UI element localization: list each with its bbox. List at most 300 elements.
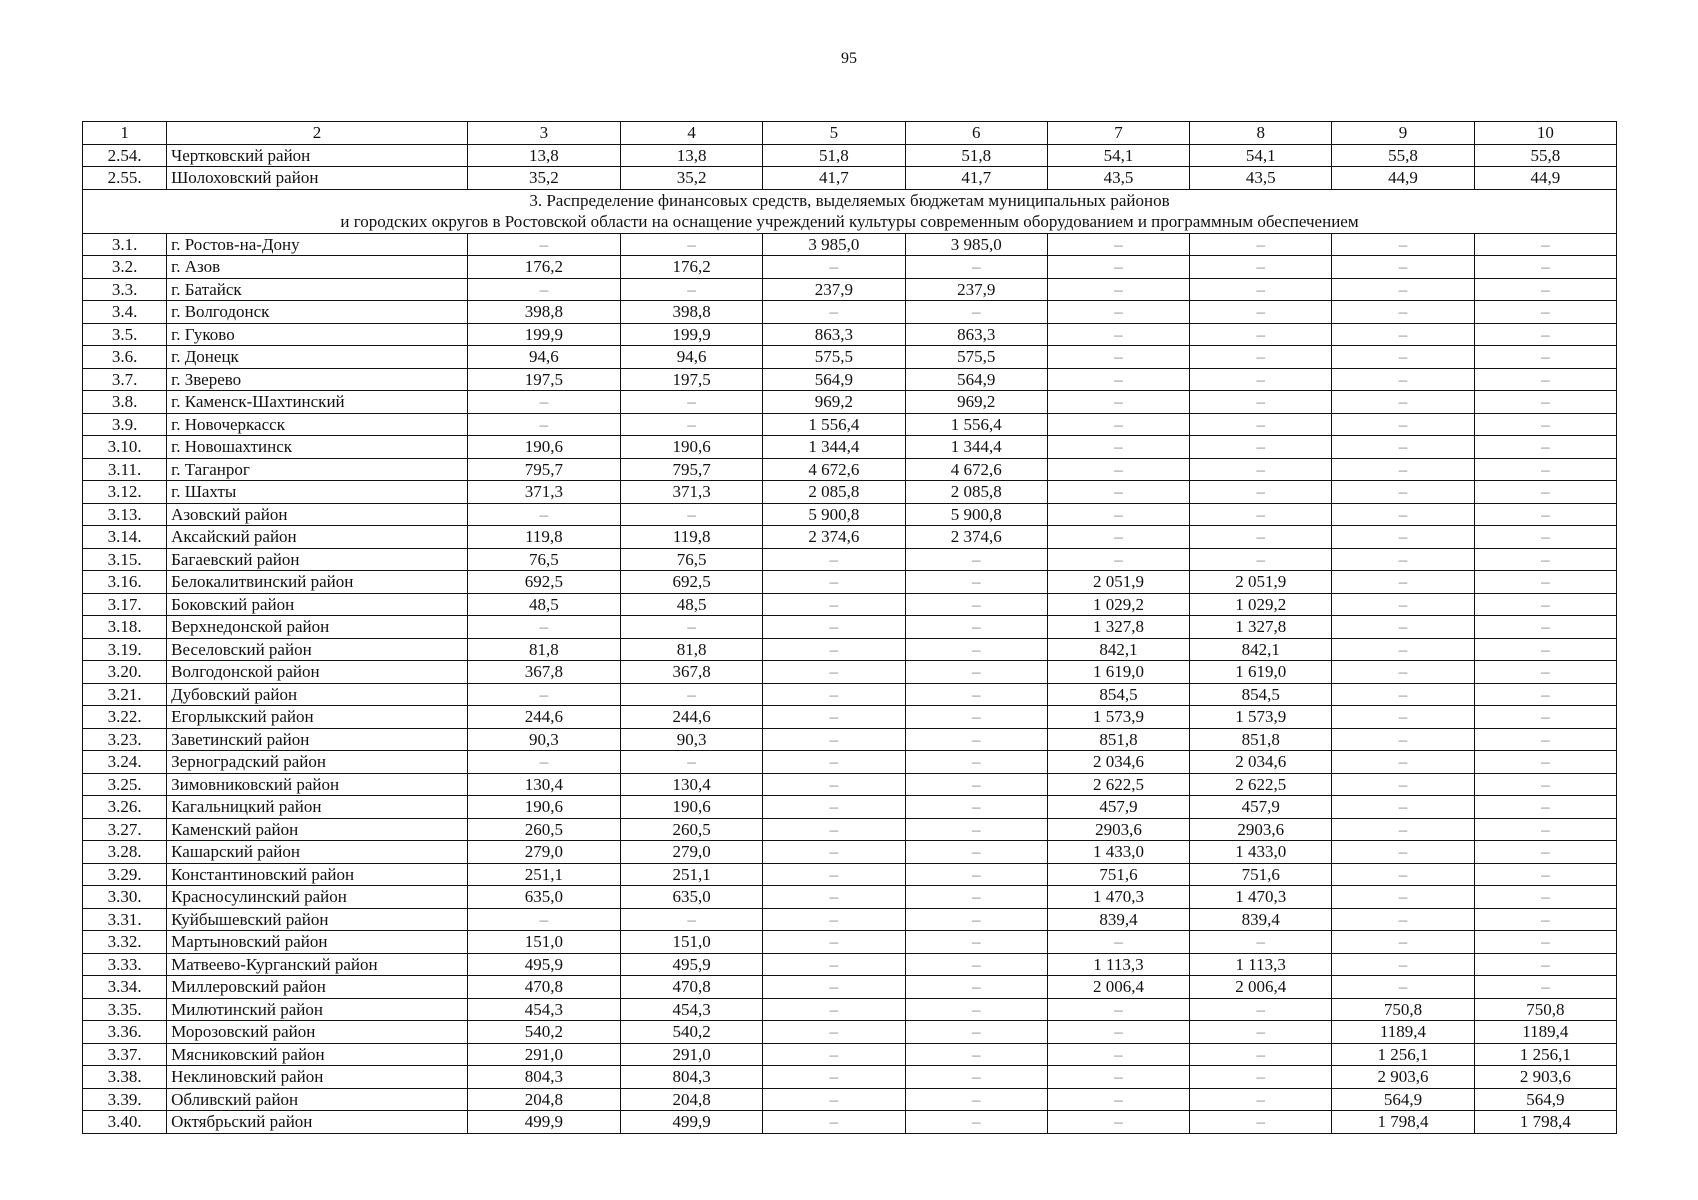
amount-cell: 2 006,4 xyxy=(1190,976,1332,999)
amount-cell: 1 113,3 xyxy=(1047,953,1189,976)
amount-cell: – xyxy=(1190,233,1332,256)
amount-cell: – xyxy=(905,773,1047,796)
amount-cell: – xyxy=(1332,436,1474,459)
amount-cell: – xyxy=(1047,391,1189,414)
table-row xyxy=(83,323,1617,346)
table-row xyxy=(83,683,1617,706)
territory-name-cell: Кашарский район xyxy=(167,841,468,864)
amount-cell: 51,8 xyxy=(763,144,905,167)
amount-cell: 804,3 xyxy=(467,1066,620,1089)
amount-cell: – xyxy=(1474,256,1616,279)
amount-cell: – xyxy=(1474,616,1616,639)
row-number-cell: 3.36. xyxy=(83,1021,167,1044)
amount-cell: 2903,6 xyxy=(1047,818,1189,841)
amount-cell: – xyxy=(763,301,905,324)
amount-cell: – xyxy=(763,1066,905,1089)
amount-cell: 130,4 xyxy=(621,773,763,796)
amount-cell: – xyxy=(763,256,905,279)
amount-cell: 54,1 xyxy=(1190,144,1332,167)
amount-cell: 2 374,6 xyxy=(905,526,1047,549)
amount-cell: – xyxy=(621,413,763,436)
row-number-cell: 3.17. xyxy=(83,593,167,616)
amount-cell: – xyxy=(905,1111,1047,1134)
table-row xyxy=(83,1111,1617,1134)
amount-cell: – xyxy=(1332,571,1474,594)
amount-cell: – xyxy=(1474,886,1616,909)
amount-cell: 1 344,4 xyxy=(763,436,905,459)
amount-cell: 2 085,8 xyxy=(763,481,905,504)
amount-cell: 635,0 xyxy=(467,886,620,909)
page-number: 95 xyxy=(841,50,857,67)
row-number-cell: 3.18. xyxy=(83,616,167,639)
amount-cell: – xyxy=(1190,1066,1332,1089)
table-row xyxy=(83,301,1617,324)
row-number-cell: 3.32. xyxy=(83,931,167,954)
row-number-cell: 3.2. xyxy=(83,256,167,279)
amount-cell: – xyxy=(1474,368,1616,391)
territory-name-cell: Красносулинский район xyxy=(167,886,468,909)
table-row xyxy=(83,706,1617,729)
column-number-cell: 1 xyxy=(83,122,167,145)
amount-cell: 635,0 xyxy=(621,886,763,909)
territory-name-cell: г. Гуково xyxy=(167,323,468,346)
territory-name-cell: г. Батайск xyxy=(167,278,468,301)
territory-name-cell: г. Новочеркасск xyxy=(167,413,468,436)
amount-cell: – xyxy=(1190,323,1332,346)
amount-cell: 457,9 xyxy=(1190,796,1332,819)
amount-cell: – xyxy=(1474,481,1616,504)
territory-name-cell: Зимовниковский район xyxy=(167,773,468,796)
amount-cell: 199,9 xyxy=(621,323,763,346)
amount-cell: – xyxy=(905,931,1047,954)
amount-cell: 1 344,4 xyxy=(905,436,1047,459)
amount-cell: 48,5 xyxy=(621,593,763,616)
table-row xyxy=(83,1066,1617,1089)
amount-cell: 90,3 xyxy=(467,728,620,751)
column-number-cell: 3 xyxy=(467,122,620,145)
amount-cell: – xyxy=(621,233,763,256)
amount-cell: – xyxy=(1047,481,1189,504)
column-number-cell: 2 xyxy=(167,122,468,145)
territory-name-cell: Матвеево-Курганский район xyxy=(167,953,468,976)
amount-cell: 35,2 xyxy=(467,167,620,190)
amount-cell: – xyxy=(905,841,1047,864)
amount-cell: 151,0 xyxy=(621,931,763,954)
amount-cell: – xyxy=(905,863,1047,886)
row-number-cell: 3.30. xyxy=(83,886,167,909)
territory-name-cell: Егорлыкский район xyxy=(167,706,468,729)
amount-cell: 1 470,3 xyxy=(1047,886,1189,909)
row-number-cell: 3.4. xyxy=(83,301,167,324)
amount-cell: – xyxy=(763,886,905,909)
amount-cell: 1 029,2 xyxy=(1190,593,1332,616)
amount-cell: 564,9 xyxy=(1332,1088,1474,1111)
territory-name-cell: Куйбышевский район xyxy=(167,908,468,931)
amount-cell: – xyxy=(1474,571,1616,594)
table-row xyxy=(83,391,1617,414)
amount-cell: 1189,4 xyxy=(1474,1021,1616,1044)
amount-cell: 540,2 xyxy=(621,1021,763,1044)
table-row xyxy=(83,998,1617,1021)
amount-cell: – xyxy=(621,616,763,639)
amount-cell: 969,2 xyxy=(905,391,1047,414)
amount-cell: – xyxy=(1190,1088,1332,1111)
row-number-cell: 3.29. xyxy=(83,863,167,886)
amount-cell: 291,0 xyxy=(467,1043,620,1066)
table-row xyxy=(83,481,1617,504)
table-row xyxy=(83,841,1617,864)
amount-cell: – xyxy=(763,1111,905,1134)
amount-cell: 2 034,6 xyxy=(1047,751,1189,774)
amount-cell: 692,5 xyxy=(621,571,763,594)
amount-cell: – xyxy=(1332,661,1474,684)
amount-cell: – xyxy=(1190,278,1332,301)
amount-cell: 3 985,0 xyxy=(905,233,1047,256)
amount-cell: – xyxy=(1047,278,1189,301)
amount-cell: – xyxy=(467,503,620,526)
amount-cell: 564,9 xyxy=(905,368,1047,391)
amount-cell: – xyxy=(1474,683,1616,706)
amount-cell: 2 051,9 xyxy=(1190,571,1332,594)
amount-cell: – xyxy=(905,706,1047,729)
amount-cell: – xyxy=(763,1043,905,1066)
amount-cell: – xyxy=(1190,481,1332,504)
row-number-cell: 3.10. xyxy=(83,436,167,459)
amount-cell: 251,1 xyxy=(621,863,763,886)
amount-cell: – xyxy=(1474,301,1616,324)
amount-cell: 3 985,0 xyxy=(763,233,905,256)
amount-cell: 176,2 xyxy=(467,256,620,279)
table-row xyxy=(83,368,1617,391)
amount-cell: – xyxy=(1474,773,1616,796)
amount-cell: – xyxy=(1332,706,1474,729)
amount-cell: – xyxy=(1332,818,1474,841)
territory-name-cell: г. Новошахтинск xyxy=(167,436,468,459)
column-number-cell: 10 xyxy=(1474,122,1616,145)
amount-cell: – xyxy=(905,683,1047,706)
amount-cell: 199,9 xyxy=(467,323,620,346)
amount-cell: – xyxy=(1190,436,1332,459)
territory-name-cell: Волгодонской район xyxy=(167,661,468,684)
column-number-cell: 9 xyxy=(1332,122,1474,145)
territory-name-cell: Зерноградский район xyxy=(167,751,468,774)
amount-cell: 237,9 xyxy=(905,278,1047,301)
table-row xyxy=(83,638,1617,661)
amount-cell: 1 433,0 xyxy=(1047,841,1189,864)
amount-cell: – xyxy=(905,751,1047,774)
amount-cell: 119,8 xyxy=(621,526,763,549)
amount-cell: – xyxy=(1047,548,1189,571)
amount-cell: 2 622,5 xyxy=(1047,773,1189,796)
amount-cell: 2 006,4 xyxy=(1047,976,1189,999)
amount-cell: – xyxy=(905,1088,1047,1111)
amount-cell: 1 619,0 xyxy=(1047,661,1189,684)
amount-cell: 279,0 xyxy=(467,841,620,864)
amount-cell: – xyxy=(905,638,1047,661)
amount-cell: 176,2 xyxy=(621,256,763,279)
amount-cell: 151,0 xyxy=(467,931,620,954)
territory-name-cell: Константиновский район xyxy=(167,863,468,886)
amount-cell: – xyxy=(1190,548,1332,571)
column-number-cell: 4 xyxy=(621,122,763,145)
amount-cell: – xyxy=(1474,458,1616,481)
amount-cell: – xyxy=(1474,413,1616,436)
amount-cell: 575,5 xyxy=(905,346,1047,369)
amount-cell: 55,8 xyxy=(1332,144,1474,167)
table-row xyxy=(83,728,1617,751)
amount-cell: 751,6 xyxy=(1190,863,1332,886)
amount-cell: 367,8 xyxy=(621,661,763,684)
amount-cell: 839,4 xyxy=(1190,908,1332,931)
amount-cell: 119,8 xyxy=(467,526,620,549)
table-row xyxy=(83,346,1617,369)
amount-cell: 244,6 xyxy=(621,706,763,729)
amount-cell: 470,8 xyxy=(621,976,763,999)
amount-cell: – xyxy=(1474,661,1616,684)
amount-cell: – xyxy=(1474,818,1616,841)
amount-cell: – xyxy=(763,976,905,999)
amount-cell: 81,8 xyxy=(467,638,620,661)
column-number-cell: 8 xyxy=(1190,122,1332,145)
amount-cell: – xyxy=(1047,346,1189,369)
amount-cell: 1 029,2 xyxy=(1047,593,1189,616)
amount-cell: – xyxy=(1047,1111,1189,1134)
amount-cell: – xyxy=(1047,256,1189,279)
amount-cell: – xyxy=(905,548,1047,571)
row-number-cell: 3.5. xyxy=(83,323,167,346)
amount-cell: 398,8 xyxy=(621,301,763,324)
amount-cell: – xyxy=(1047,436,1189,459)
row-number-cell: 3.21. xyxy=(83,683,167,706)
row-number-cell: 3.24. xyxy=(83,751,167,774)
amount-cell: – xyxy=(621,503,763,526)
table-row xyxy=(83,278,1617,301)
row-number-cell: 3.33. xyxy=(83,953,167,976)
territory-name-cell: г. Каменск-Шахтинский xyxy=(167,391,468,414)
amount-cell: 540,2 xyxy=(467,1021,620,1044)
amount-cell: – xyxy=(1332,931,1474,954)
amount-cell: 750,8 xyxy=(1332,998,1474,1021)
amount-cell: – xyxy=(763,638,905,661)
amount-cell: – xyxy=(1047,458,1189,481)
amount-cell: – xyxy=(905,256,1047,279)
territory-name-cell: г. Волгодонск xyxy=(167,301,468,324)
amount-cell: 5 900,8 xyxy=(763,503,905,526)
amount-cell: 190,6 xyxy=(621,796,763,819)
amount-cell: 851,8 xyxy=(1047,728,1189,751)
territory-name-cell: Милютинский район xyxy=(167,998,468,1021)
amount-cell: – xyxy=(1332,323,1474,346)
row-number-cell: 3.8. xyxy=(83,391,167,414)
amount-cell: – xyxy=(763,773,905,796)
amount-cell: – xyxy=(1332,278,1474,301)
territory-name-cell: г. Шахты xyxy=(167,481,468,504)
amount-cell: – xyxy=(1190,1111,1332,1134)
amount-cell: – xyxy=(1332,548,1474,571)
table-row xyxy=(83,908,1617,931)
territory-name-cell: Мясниковский район xyxy=(167,1043,468,1066)
table-row xyxy=(83,931,1617,954)
row-number-cell: 3.20. xyxy=(83,661,167,684)
amount-cell: 197,5 xyxy=(621,368,763,391)
amount-cell: 1 256,1 xyxy=(1474,1043,1616,1066)
table-row xyxy=(83,953,1617,976)
amount-cell: – xyxy=(1332,953,1474,976)
amount-cell: – xyxy=(1474,323,1616,346)
amount-cell: 54,1 xyxy=(1047,144,1189,167)
amount-cell: 1 798,4 xyxy=(1332,1111,1474,1134)
amount-cell: – xyxy=(1332,908,1474,931)
amount-cell: 237,9 xyxy=(763,278,905,301)
amount-cell: – xyxy=(1474,728,1616,751)
row-number-cell: 3.12. xyxy=(83,481,167,504)
amount-cell: – xyxy=(763,931,905,954)
amount-cell: 2903,6 xyxy=(1190,818,1332,841)
row-number-cell: 3.3. xyxy=(83,278,167,301)
amount-cell: 2 034,6 xyxy=(1190,751,1332,774)
amount-cell: – xyxy=(763,818,905,841)
table-row xyxy=(83,818,1617,841)
amount-cell: – xyxy=(1332,841,1474,864)
amount-cell: – xyxy=(763,796,905,819)
territory-name-cell: Верхнедонской район xyxy=(167,616,468,639)
amount-cell: 2 051,9 xyxy=(1047,571,1189,594)
amount-cell: – xyxy=(1332,458,1474,481)
amount-cell: – xyxy=(763,953,905,976)
amount-cell: 863,3 xyxy=(763,323,905,346)
territory-name-cell: Каменский район xyxy=(167,818,468,841)
amount-cell: 1 798,4 xyxy=(1474,1111,1616,1134)
amount-cell: – xyxy=(1332,233,1474,256)
amount-cell: – xyxy=(621,391,763,414)
amount-cell: – xyxy=(1474,953,1616,976)
amount-cell: 457,9 xyxy=(1047,796,1189,819)
amount-cell: – xyxy=(1190,301,1332,324)
amount-cell: 4 672,6 xyxy=(905,458,1047,481)
amount-cell: 495,9 xyxy=(467,953,620,976)
section-heading-row xyxy=(83,189,1617,233)
amount-cell: – xyxy=(1047,413,1189,436)
territory-name-cell: Мартыновский район xyxy=(167,931,468,954)
amount-cell: 94,6 xyxy=(467,346,620,369)
amount-cell: 41,7 xyxy=(763,167,905,190)
territory-name-cell: г. Таганрог xyxy=(167,458,468,481)
amount-cell: 839,4 xyxy=(1047,908,1189,931)
amount-cell: – xyxy=(905,616,1047,639)
row-number-cell: 3.11. xyxy=(83,458,167,481)
amount-cell: – xyxy=(1332,863,1474,886)
table-row xyxy=(83,886,1617,909)
amount-cell: – xyxy=(1332,683,1474,706)
amount-cell: 197,5 xyxy=(467,368,620,391)
amount-cell: 751,6 xyxy=(1047,863,1189,886)
amount-cell: – xyxy=(621,751,763,774)
row-number-cell: 3.16. xyxy=(83,571,167,594)
amount-cell: – xyxy=(905,728,1047,751)
table-row xyxy=(83,661,1617,684)
amount-cell: – xyxy=(1047,526,1189,549)
territory-name-cell: Шолоховский район xyxy=(167,167,468,190)
amount-cell: – xyxy=(1190,413,1332,436)
amount-cell: 1189,4 xyxy=(1332,1021,1474,1044)
amount-cell: – xyxy=(1332,593,1474,616)
territory-name-cell: Морозовский район xyxy=(167,1021,468,1044)
territory-name-cell: г. Зверево xyxy=(167,368,468,391)
territory-name-cell: Кагальницкий район xyxy=(167,796,468,819)
amount-cell: – xyxy=(1190,391,1332,414)
amount-cell: – xyxy=(763,863,905,886)
amount-cell: – xyxy=(467,683,620,706)
amount-cell: 2 903,6 xyxy=(1474,1066,1616,1089)
amount-cell: – xyxy=(1474,391,1616,414)
amount-cell: – xyxy=(467,413,620,436)
table-row xyxy=(83,1021,1617,1044)
amount-cell: – xyxy=(905,661,1047,684)
amount-cell: – xyxy=(1332,751,1474,774)
amount-cell: – xyxy=(621,278,763,301)
amount-cell: – xyxy=(1332,346,1474,369)
territory-name-cell: г. Азов xyxy=(167,256,468,279)
amount-cell: – xyxy=(1332,976,1474,999)
row-number-cell: 3.25. xyxy=(83,773,167,796)
amount-cell: 1 327,8 xyxy=(1190,616,1332,639)
row-number-cell: 3.37. xyxy=(83,1043,167,1066)
amount-cell: – xyxy=(1190,458,1332,481)
amount-cell: – xyxy=(1474,931,1616,954)
amount-cell: – xyxy=(1474,796,1616,819)
amount-cell: 35,2 xyxy=(621,167,763,190)
territory-name-cell: Веселовский район xyxy=(167,638,468,661)
amount-cell: 1 113,3 xyxy=(1190,953,1332,976)
column-number-row xyxy=(83,122,1617,145)
amount-cell: – xyxy=(1474,593,1616,616)
amount-cell: 260,5 xyxy=(467,818,620,841)
amount-cell: 81,8 xyxy=(621,638,763,661)
amount-cell: – xyxy=(1332,481,1474,504)
amount-cell: – xyxy=(1190,368,1332,391)
amount-cell: 795,7 xyxy=(467,458,620,481)
amount-cell: – xyxy=(1474,233,1616,256)
amount-cell: – xyxy=(1047,233,1189,256)
column-number-cell: 5 xyxy=(763,122,905,145)
territory-name-cell: Заветинский район xyxy=(167,728,468,751)
amount-cell: – xyxy=(763,593,905,616)
amount-cell: – xyxy=(905,1021,1047,1044)
amount-cell: – xyxy=(1474,751,1616,774)
amount-cell: – xyxy=(467,616,620,639)
amount-cell: – xyxy=(1190,998,1332,1021)
amount-cell: – xyxy=(1474,278,1616,301)
amount-cell: 251,1 xyxy=(467,863,620,886)
row-number-cell: 2.54. xyxy=(83,144,167,167)
territory-name-cell: Неклиновский район xyxy=(167,1066,468,1089)
amount-cell: – xyxy=(905,818,1047,841)
amount-cell: 204,8 xyxy=(467,1088,620,1111)
amount-cell: – xyxy=(1047,931,1189,954)
row-number-cell: 3.23. xyxy=(83,728,167,751)
amount-cell: 51,8 xyxy=(905,144,1047,167)
amount-cell: – xyxy=(1474,548,1616,571)
territory-name-cell: Багаевский район xyxy=(167,548,468,571)
amount-cell: 55,8 xyxy=(1474,144,1616,167)
amount-cell: – xyxy=(1047,301,1189,324)
territory-name-cell: Боковский район xyxy=(167,593,468,616)
table-row xyxy=(83,593,1617,616)
amount-cell: 454,3 xyxy=(621,998,763,1021)
amount-cell: – xyxy=(763,841,905,864)
amount-cell: 371,3 xyxy=(467,481,620,504)
territory-name-cell: г. Донецк xyxy=(167,346,468,369)
